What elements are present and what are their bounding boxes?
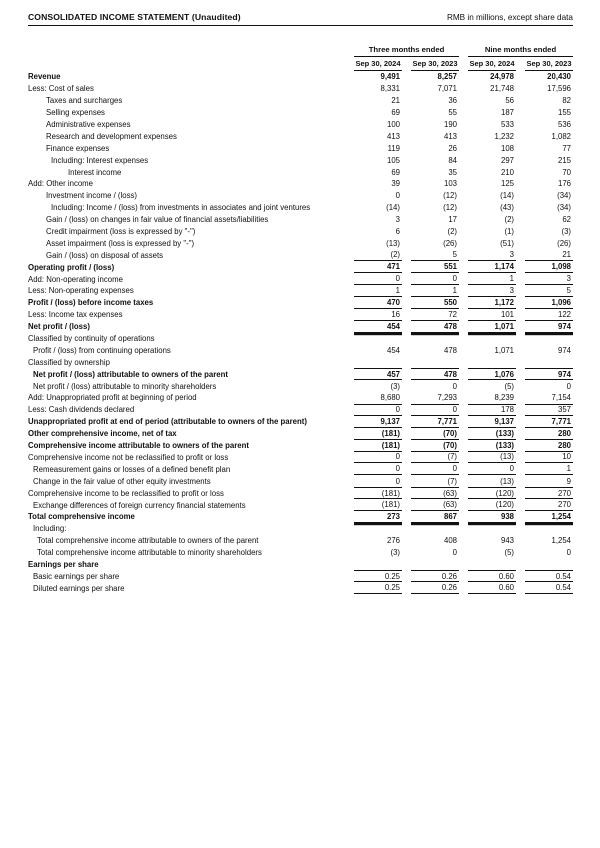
table-row xyxy=(28,237,573,249)
table-row xyxy=(28,452,573,464)
table-row xyxy=(28,309,573,321)
value-cell xyxy=(411,333,459,345)
value-cell: 1,096 xyxy=(525,297,573,309)
value-cell: 3 xyxy=(468,249,516,261)
value-cell: 56 xyxy=(505,96,514,106)
value-cell: 39 xyxy=(391,179,400,189)
value-cell: 10 xyxy=(525,452,573,464)
value-cell: 533 xyxy=(500,120,514,129)
value-cell: 69 xyxy=(391,108,400,118)
row-label: Interest income xyxy=(68,167,122,177)
value-cell: 20,430 xyxy=(547,72,571,82)
value-cell: (181) xyxy=(354,440,402,452)
value-cell: 122 xyxy=(525,309,573,321)
value-cell: 155 xyxy=(557,108,571,118)
value-cell: 6 xyxy=(395,227,400,237)
value-cell: (133) xyxy=(468,440,516,452)
value-cell: (14) xyxy=(500,191,514,201)
row-label: Add: Unappropriated profit at beginning of period xyxy=(28,393,197,403)
value-cell: (181) xyxy=(354,428,402,440)
table-row xyxy=(28,261,573,273)
value-cell: (14) xyxy=(386,203,400,213)
table-row xyxy=(28,214,573,226)
value-cell: 7,071 xyxy=(437,84,457,94)
value-cell: (181) xyxy=(354,499,402,511)
value-cell: 0.60 xyxy=(468,570,516,582)
value-cell xyxy=(354,523,402,535)
value-cell: 974 xyxy=(557,345,571,355)
value-cell: 273 xyxy=(354,511,402,523)
row-label: Including: Interest expenses xyxy=(51,155,149,165)
value-cell: (2) xyxy=(504,215,514,225)
page-header xyxy=(28,12,573,26)
row-label: Including: Income / (loss) from investments in associates and joint ventures xyxy=(51,203,311,213)
value-cell: 210 xyxy=(500,167,514,177)
value-cell: 70 xyxy=(562,167,571,177)
row-label: Net profit / (loss) xyxy=(28,322,90,332)
table-row xyxy=(28,119,573,131)
table-row xyxy=(28,380,573,392)
row-label: Finance expenses xyxy=(46,143,110,153)
value-cell: 108 xyxy=(500,143,514,153)
row-label: Net profit / (loss) attributable to owners of the parent xyxy=(33,369,228,379)
value-cell: (133) xyxy=(468,428,516,440)
row-label: Comprehensive income to be reclassified to profit or loss xyxy=(28,488,224,498)
value-cell: (13) xyxy=(386,238,400,248)
row-label: Selling expenses xyxy=(46,108,105,118)
group-header-spacer xyxy=(28,45,345,57)
table-row xyxy=(28,440,573,452)
value-cell: 1 xyxy=(525,463,573,475)
value-cell xyxy=(525,356,573,368)
value-cell: 454 xyxy=(386,345,400,355)
value-cell: (70) xyxy=(411,428,459,440)
row-label: Including: xyxy=(33,524,67,534)
value-cell: 0.26 xyxy=(411,582,459,594)
value-cell: 413 xyxy=(386,131,400,141)
value-cell: 938 xyxy=(468,511,516,523)
value-cell: 1 xyxy=(354,285,402,297)
table-row xyxy=(28,356,573,368)
column-header: Sep 30, 2024 xyxy=(354,57,402,71)
value-cell: 276 xyxy=(386,536,400,546)
row-label: Operating profit / (loss) xyxy=(28,262,115,272)
table-row xyxy=(28,511,573,523)
value-cell: 9,137 xyxy=(354,416,402,428)
table-row xyxy=(28,559,573,571)
value-cell: 943 xyxy=(500,536,514,546)
table-date-header-row xyxy=(28,57,573,71)
row-label: Basic earnings per share xyxy=(33,571,120,581)
value-cell xyxy=(525,523,573,535)
table-row xyxy=(28,368,573,380)
row-label: Profit / (loss) before income taxes xyxy=(28,298,154,308)
value-cell: 16 xyxy=(354,309,402,321)
row-label: Exchange differences of foreign currency financial statements xyxy=(33,500,246,510)
value-cell: (13) xyxy=(468,452,516,464)
value-cell: 9,491 xyxy=(380,72,400,82)
value-cell: (26) xyxy=(557,238,571,248)
value-cell: 1 xyxy=(411,285,459,297)
row-label: Other comprehensive income, net of tax xyxy=(28,429,177,439)
value-cell xyxy=(354,333,402,345)
table-row xyxy=(28,95,573,107)
row-label: Remeasurement gains or losses of a defined benefit plan xyxy=(33,464,231,474)
value-cell: 69 xyxy=(391,167,400,177)
row-label: Comprehensive income attributable to owners of the parent xyxy=(28,441,249,451)
row-label: Less: Income tax expenses xyxy=(28,310,123,320)
value-cell: 7,154 xyxy=(551,393,571,403)
value-cell: 454 xyxy=(354,321,402,333)
value-cell: 5 xyxy=(411,249,459,261)
row-label: Less: Cash dividends declared xyxy=(28,405,135,415)
value-cell: 1,071 xyxy=(468,321,516,333)
value-cell: 478 xyxy=(411,368,459,380)
value-cell: 5 xyxy=(525,285,573,297)
value-cell: 62 xyxy=(562,215,571,225)
value-cell: 1 xyxy=(468,273,516,285)
value-cell: (7) xyxy=(411,452,459,464)
table-row xyxy=(28,190,573,202)
value-cell: 457 xyxy=(354,368,402,380)
value-cell: 103 xyxy=(443,179,457,189)
column-header: Sep 30, 2024 xyxy=(468,57,516,71)
table-group-header-row xyxy=(28,45,573,57)
table-row xyxy=(28,130,573,142)
value-cell: 1,076 xyxy=(468,368,516,380)
value-cell: 0 xyxy=(411,404,459,416)
value-cell: 8,331 xyxy=(380,84,400,94)
value-cell: 77 xyxy=(562,143,571,153)
table-row xyxy=(28,499,573,511)
group-header-three-months: Three months ended xyxy=(354,45,459,57)
value-cell: 867 xyxy=(411,511,459,523)
value-cell: (63) xyxy=(411,487,459,499)
value-cell: 17 xyxy=(448,215,457,225)
row-label: Profit / (loss) from continuing operations xyxy=(33,345,171,355)
value-cell: 1,071 xyxy=(494,345,514,355)
value-cell: 974 xyxy=(525,321,573,333)
value-cell xyxy=(411,356,459,368)
table-row xyxy=(28,202,573,214)
value-cell xyxy=(354,559,402,571)
table-row xyxy=(28,83,573,95)
value-cell: 357 xyxy=(525,404,573,416)
table-row xyxy=(28,547,573,559)
table-row xyxy=(28,416,573,428)
table-row xyxy=(28,570,573,582)
value-cell: 0 xyxy=(395,191,400,201)
value-cell: 1,174 xyxy=(468,261,516,273)
value-cell xyxy=(468,523,516,535)
value-cell: 0 xyxy=(354,404,402,416)
row-label: Unappropriated profit at end of period (attributable to owners of the parent) xyxy=(28,417,307,427)
value-cell: (34) xyxy=(557,191,571,201)
value-cell: 21 xyxy=(391,96,400,106)
table-row xyxy=(28,166,573,178)
value-cell: 280 xyxy=(525,440,573,452)
value-cell: 17,596 xyxy=(547,84,571,94)
row-label: Taxes and surcharges xyxy=(46,96,123,106)
row-label: Total comprehensive income attributable to minority shareholders xyxy=(37,548,262,558)
table-row xyxy=(28,487,573,499)
value-cell: 0 xyxy=(566,548,571,558)
value-cell: 0 xyxy=(354,273,402,285)
table-row xyxy=(28,273,573,285)
value-cell: 550 xyxy=(411,297,459,309)
table-row xyxy=(28,463,573,475)
row-label: Classified by continuity of operations xyxy=(28,334,155,344)
value-cell: (3) xyxy=(561,227,571,237)
date-header-spacer xyxy=(28,57,345,71)
value-cell: (5) xyxy=(504,548,514,558)
value-cell: 55 xyxy=(448,108,457,118)
value-cell: 536 xyxy=(557,120,571,129)
value-cell: 0.60 xyxy=(468,582,516,594)
value-cell: 1,082 xyxy=(551,131,571,141)
value-cell: (70) xyxy=(411,440,459,452)
value-cell: (13) xyxy=(500,476,514,486)
value-cell: 0 xyxy=(468,463,516,475)
value-cell: 0 xyxy=(411,463,459,475)
value-cell: 0.54 xyxy=(525,582,573,594)
value-cell: (3) xyxy=(390,548,400,558)
value-cell: 470 xyxy=(354,297,402,309)
value-cell: 26 xyxy=(448,143,457,153)
value-cell: 9 xyxy=(566,476,571,486)
value-cell: 84 xyxy=(448,155,457,165)
row-label: Add: Other income xyxy=(28,179,94,189)
value-cell: 0.25 xyxy=(354,570,402,582)
value-cell xyxy=(525,333,573,345)
row-label: Less: Non-operating expenses xyxy=(28,286,134,296)
value-cell: 1,098 xyxy=(525,261,573,273)
table-row xyxy=(28,154,573,166)
value-cell: (34) xyxy=(557,203,571,213)
value-cell: (12) xyxy=(443,191,457,201)
value-cell: 36 xyxy=(448,96,457,106)
value-cell: 0 xyxy=(395,476,400,486)
value-cell: (63) xyxy=(411,499,459,511)
table-row xyxy=(28,392,573,404)
value-cell: 7,293 xyxy=(437,393,457,403)
table-row xyxy=(28,71,573,83)
value-cell: 8,239 xyxy=(494,393,514,403)
value-cell: 0 xyxy=(411,273,459,285)
value-cell xyxy=(525,559,573,571)
value-cell: 1,254 xyxy=(551,536,571,546)
value-cell: 72 xyxy=(411,309,459,321)
value-cell: 478 xyxy=(411,321,459,333)
row-label: Earnings per share xyxy=(28,559,99,569)
value-cell: (12) xyxy=(443,203,457,213)
value-cell: 974 xyxy=(525,368,573,380)
row-label: Less: Cost of sales xyxy=(28,84,94,94)
value-cell: 119 xyxy=(387,143,400,153)
value-cell: 0 xyxy=(354,463,402,475)
row-label: Investment income / (loss) xyxy=(46,191,137,201)
column-header: Sep 30, 2023 xyxy=(525,57,573,71)
value-cell: 1,232 xyxy=(494,131,514,141)
page-title: CONSOLIDATED INCOME STATEMENT (Unaudited) xyxy=(28,12,241,22)
value-cell: 21,748 xyxy=(490,84,514,94)
row-label: Revenue xyxy=(28,72,61,82)
value-cell xyxy=(468,559,516,571)
value-cell xyxy=(411,523,459,535)
value-cell: (5) xyxy=(504,381,514,391)
table-row xyxy=(28,297,573,309)
row-label: Total comprehensive income xyxy=(28,512,135,522)
value-cell: 35 xyxy=(448,167,457,177)
value-cell: 0.54 xyxy=(525,570,573,582)
row-label: Diluted earnings per share xyxy=(33,583,125,593)
value-cell: 24,978 xyxy=(490,72,514,82)
value-cell: 8,680 xyxy=(380,393,400,403)
value-cell: (51) xyxy=(500,238,514,248)
value-cell: 413 xyxy=(443,131,457,141)
value-cell: (120) xyxy=(468,499,516,511)
table-body xyxy=(28,71,573,594)
row-label: Total comprehensive income attributable to owners of the parent xyxy=(37,536,259,546)
table-row xyxy=(28,226,573,238)
table-row xyxy=(28,285,573,297)
table-row xyxy=(28,582,573,594)
value-cell: (2) xyxy=(354,249,402,261)
table-row xyxy=(28,142,573,154)
table-row xyxy=(28,428,573,440)
value-cell: 280 xyxy=(525,428,573,440)
unit-note: RMB in millions, except share data xyxy=(446,13,573,22)
value-cell: 0.25 xyxy=(354,582,402,594)
value-cell: 1,254 xyxy=(525,511,573,523)
value-cell: 187 xyxy=(500,108,514,118)
value-cell: 297 xyxy=(500,155,514,165)
value-cell: (120) xyxy=(468,487,516,499)
value-cell: 471 xyxy=(354,261,402,273)
value-cell: 270 xyxy=(525,487,573,499)
row-label: Comprehensive income not be reclassified to profit or loss xyxy=(28,452,229,462)
value-cell xyxy=(411,559,459,571)
value-cell: 105 xyxy=(386,155,400,165)
value-cell: (26) xyxy=(443,238,457,248)
value-cell: 3 xyxy=(395,215,400,225)
value-cell: 0 xyxy=(566,381,571,391)
value-cell: 7,771 xyxy=(411,416,459,428)
value-cell: 82 xyxy=(562,96,571,106)
value-cell: 1,172 xyxy=(468,297,516,309)
row-label: Asset impairment (loss is expressed by "-") xyxy=(46,238,195,248)
value-cell: (2) xyxy=(447,227,457,237)
row-label: Change in the fair value of other equity investments xyxy=(33,476,211,486)
value-cell: 21 xyxy=(525,249,573,261)
row-label: Administrative expenses xyxy=(46,120,131,129)
table-row xyxy=(28,249,573,261)
value-cell: 478 xyxy=(443,345,457,355)
value-cell: 3 xyxy=(468,285,516,297)
table-row xyxy=(28,107,573,119)
value-cell: 100 xyxy=(386,120,400,129)
row-label: Net profit / (loss) attributable to minority shareholders xyxy=(33,381,217,391)
value-cell: (1) xyxy=(504,227,514,237)
value-cell: 551 xyxy=(411,261,459,273)
value-cell xyxy=(468,356,516,368)
value-cell: (7) xyxy=(447,476,457,486)
value-cell: 178 xyxy=(468,404,516,416)
value-cell: 190 xyxy=(443,120,457,129)
column-header: Sep 30, 2023 xyxy=(411,57,459,71)
value-cell: 125 xyxy=(500,179,514,189)
value-cell: (3) xyxy=(390,381,400,391)
value-cell xyxy=(468,333,516,345)
table-row xyxy=(28,404,573,416)
value-cell: (181) xyxy=(354,487,402,499)
value-cell: 0.26 xyxy=(411,570,459,582)
table-row xyxy=(28,333,573,345)
table-row xyxy=(28,321,573,333)
value-cell: 101 xyxy=(468,309,516,321)
value-cell xyxy=(354,356,402,368)
row-label: Credit impairment (loss is expressed by "-") xyxy=(46,227,196,237)
value-cell: 215 xyxy=(557,155,571,165)
row-label: Classified by ownership xyxy=(28,357,110,367)
value-cell: 0 xyxy=(452,381,457,391)
row-label: Gain / (loss) on changes in fair value of financial assets/liabilities xyxy=(46,215,269,225)
table-row xyxy=(28,523,573,535)
value-cell: 408 xyxy=(443,536,457,546)
table-row xyxy=(28,535,573,547)
value-cell: (43) xyxy=(500,203,514,213)
row-label: Add: Non-operating income xyxy=(28,274,123,284)
value-cell: 270 xyxy=(525,499,573,511)
table-row xyxy=(28,178,573,190)
row-label: Gain / (loss) on disposal of assets xyxy=(46,250,164,260)
table-row xyxy=(28,344,573,356)
value-cell: 0 xyxy=(354,452,402,464)
value-cell: 7,771 xyxy=(525,416,573,428)
value-cell: 0 xyxy=(452,548,457,558)
row-label: Research and development expenses xyxy=(46,131,177,141)
value-cell: 8,257 xyxy=(437,72,457,82)
value-cell: 9,137 xyxy=(468,416,516,428)
value-cell: 176 xyxy=(557,179,571,189)
table-row xyxy=(28,475,573,487)
value-cell: 3 xyxy=(525,273,573,285)
group-header-nine-months: Nine months ended xyxy=(468,45,573,57)
